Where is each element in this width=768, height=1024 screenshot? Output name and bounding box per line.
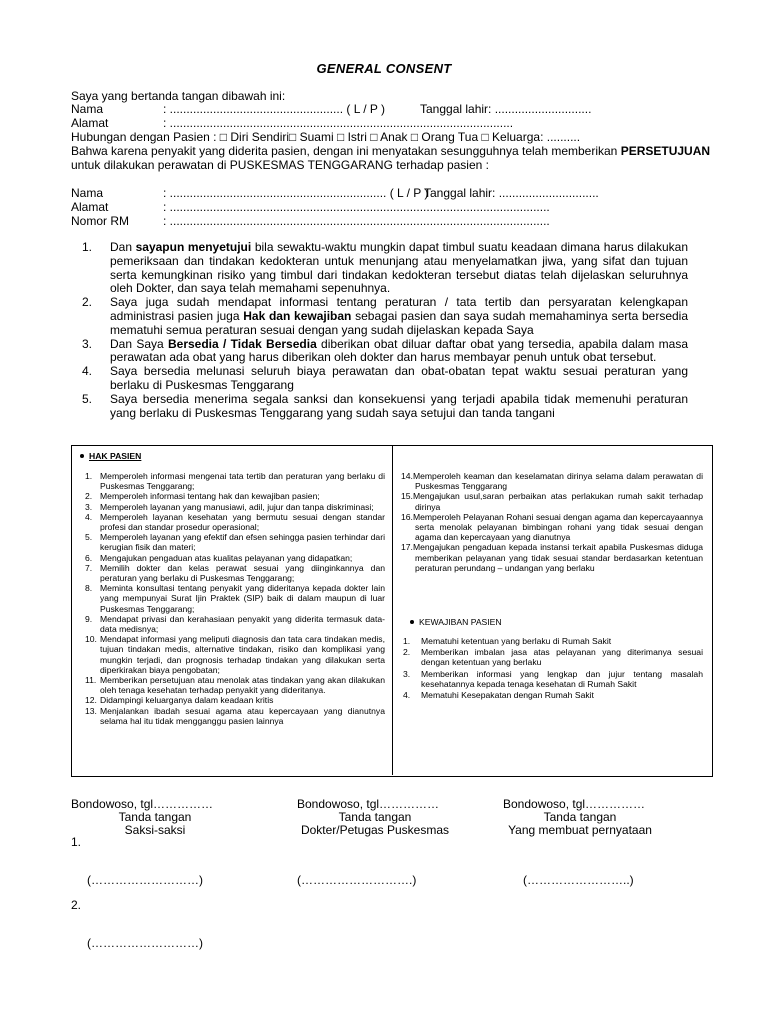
list-item-number: 1. bbox=[403, 636, 411, 646]
list-item bbox=[403, 647, 703, 667]
statement-number: 2. bbox=[82, 295, 93, 310]
sig1-place-date[interactable]: Bondowoso, tgl…………… bbox=[71, 797, 214, 811]
hak-pasien-list-right bbox=[401, 471, 703, 573]
sig2-label2: Dokter/Petugas Puskesmas bbox=[300, 823, 450, 837]
statement-item bbox=[82, 393, 688, 421]
list-item-number: 12. bbox=[85, 695, 97, 706]
statement-item bbox=[82, 338, 688, 366]
list-item-text: Mematuhi Kesepakatan dengan Rumah Sakit bbox=[421, 690, 594, 701]
sig3-place-date[interactable]: Bondowoso, tgl…………… bbox=[503, 797, 646, 811]
kewajiban-pasien-heading bbox=[410, 617, 502, 627]
kewajiban-pasien-list bbox=[403, 636, 703, 701]
statement-text-post: sebagai pasien dan saya sudah memahaminya serta bersedia mematuhi semua peraturan sesuai dengan yang sudah dijelaskan kepada Saya bbox=[110, 308, 689, 337]
statement-number: 1. bbox=[82, 240, 93, 254]
sig3-label1: Tanda tangan bbox=[543, 810, 617, 824]
list-item-number: 1. bbox=[85, 471, 93, 481]
list-item-number: 10. bbox=[85, 634, 97, 645]
list-item bbox=[85, 532, 385, 552]
statement-bold: sayapun menyetujui bbox=[135, 240, 252, 254]
list-item-text: Menjalankan ibadah sesuai agama atau kepercayaan yang dianutnya selama hal itu tidak mengganggu pasien lainnya bbox=[100, 705, 385, 726]
list-item bbox=[85, 491, 385, 501]
list-item-text: Memperoleh layanan yang manusiawi, adil, jujur dan tanpa diskriminasi; bbox=[100, 501, 374, 512]
list-item-text: Memberikan imbalan jasa atas pelayanan yang diterimanya sesuai dengan ketentuan yang berlaku bbox=[421, 647, 703, 668]
patient-name-label: Nama bbox=[71, 186, 104, 200]
person-name-label: Nama bbox=[71, 102, 104, 116]
list-item-number: 3. bbox=[403, 668, 411, 679]
list-item-text: Memperoleh layanan kesehatan yang bermutu sesuai dengan standar profesi dan standar prosedur operasional; bbox=[100, 511, 385, 533]
consent-statement bbox=[71, 145, 710, 158]
consent-statement-line2: untuk dilakukan perawatan di PUSKESMAS TENGGARANG terhadap pasien : bbox=[71, 158, 489, 172]
statement-number: 5. bbox=[82, 391, 93, 406]
statement-text-post: bila sewaktu-waktu mungkin dapat timbul suatu keadaan dimana harus dilakukan pemeriksaan dan tindakan kedokteran untuk menunjang atau menyelamatkan jiwa, yang sifat dan tujuan serta kemungkinan risiko yang timbul dari tindakan kedokteran tersebut diatas telah dijelaskan seluruhnya oleh Dokter, dan saya telah memahami sepenuhnya. bbox=[110, 240, 688, 296]
list-item-number: 2. bbox=[85, 491, 93, 502]
list-item bbox=[85, 614, 385, 634]
bullet-icon bbox=[80, 454, 84, 458]
list-item-text: Memperoleh Pelayanan Rohani sesuai dengan agama dan kepercayaannya serta menolak pelayanan bimbingan rohani yang tidak sesuai dengan agama dan kepercayaan yang dianutnya bbox=[412, 511, 703, 543]
list-item-text: Didampingi keluarganya dalam keadaan kritis bbox=[100, 695, 274, 706]
person-address-label: Alamat bbox=[71, 116, 109, 130]
list-item-text: Memberikan persetujuan atau menolak atas tindakan yang akan dilakukan oleh tenaga kesehatan terhadap penyakit yang dideritanya. bbox=[100, 675, 385, 696]
list-item-text: Mematuhi ketentuan yang berlaku di Rumah Sakit bbox=[421, 636, 612, 646]
document-title: GENERAL CONSENT bbox=[316, 61, 452, 76]
statement-text: Saya bersedia melunasi seluruh biaya perawatan dan obat-obatan tepat waktu sesuai peraturan yang berlaku di Puskesmas Tenggarang bbox=[110, 364, 688, 392]
sig1-blank1[interactable]: (………………………) bbox=[87, 873, 203, 887]
person-name-field[interactable]: : .................................................... ( L / P ) bbox=[163, 102, 386, 116]
list-item bbox=[85, 634, 385, 675]
list-item-text: Mendapat privasi dan kerahasiaan penyakit yang diderita termasuk data-data medisnya; bbox=[100, 613, 385, 635]
list-item-number: 7. bbox=[85, 562, 93, 573]
sig1-blank2[interactable]: (………………………) bbox=[87, 936, 203, 950]
list-item-number: 2. bbox=[403, 647, 411, 658]
list-item-number: 16. bbox=[401, 511, 413, 522]
list-item bbox=[85, 706, 385, 726]
intro-text: Saya yang bertanda tangan dibawah ini: bbox=[71, 89, 286, 103]
patient-address-field[interactable]: : .................................................................................................................. bbox=[163, 200, 550, 214]
list-item bbox=[403, 669, 703, 689]
list-item-number: 6. bbox=[85, 552, 93, 563]
sig2-label1: Tanda tangan bbox=[338, 810, 412, 824]
sig2-place-date[interactable]: Bondowoso, tgl…………… bbox=[297, 797, 440, 811]
statement-bold: Hak dan kewajiban bbox=[243, 308, 352, 323]
list-item bbox=[403, 636, 703, 646]
list-item-number: 8. bbox=[85, 583, 93, 594]
statement-item bbox=[82, 365, 688, 393]
hak-pasien-list-left bbox=[85, 471, 385, 726]
list-item-text: Memperoleh layanan yang efektif dan efsen sehingga pasien terhindar dari kerugian fisik dan materi; bbox=[100, 532, 385, 553]
list-item bbox=[401, 512, 703, 543]
list-item bbox=[85, 583, 385, 614]
list-item bbox=[85, 502, 385, 512]
relationship-options[interactable]: Hubungan dengan Pasien : □ Diri Sendiri□ Suami □ Istri □ Anak □ Orang Tua □ Keluarga: .......... bbox=[71, 130, 581, 144]
consent-keyword: PERSETUJUAN bbox=[620, 144, 711, 158]
statement-text: Saya juga sudah mendapat informasi tentang peraturan / tata tertib dan persyaratan kelengkapan administrasi pasien juga bbox=[110, 295, 688, 323]
hak-pasien-title: HAK PASIEN bbox=[89, 451, 142, 461]
list-item-text: Mendapat informasi yang meliputi diagnosis dan tata cara tindakan medis, tujuan tindakan medis, alternative tindakan, risiko dan komplikasi yang mungkin terjadi, dan prognosis terhadap tindakan yang dilakukan serta diperkirakan biaya pengobatan; bbox=[100, 634, 385, 675]
sig1-number2: 2. bbox=[71, 898, 82, 912]
statement-bold: Bersedia / Tidak Bersedia bbox=[167, 336, 317, 351]
list-item-text: Meminta konsultasi tentang penyakit yang dideritanya kepada dokter lain yang mempunyai Surat Ijin Praktek (SIP) baik di dalam maupun di luar Puskesmas Tenggarang; bbox=[100, 583, 385, 614]
list-item-text: Memberikan informasi yang lengkap dan jujur tentang masalah kesehatannya kepada tenaga kesehatan di Rumah Sakit bbox=[421, 668, 703, 689]
statement-text: Dan Saya bbox=[110, 336, 168, 351]
list-item bbox=[85, 695, 385, 705]
patient-rm-field[interactable]: : .................................................................................................................. bbox=[163, 214, 550, 228]
list-item-number: 9. bbox=[85, 613, 93, 624]
list-item bbox=[85, 471, 385, 491]
statement-item bbox=[82, 296, 688, 337]
patient-birthdate-field[interactable]: Tanggal lahir: .............................. bbox=[424, 186, 599, 200]
list-item bbox=[401, 542, 703, 573]
statement-list bbox=[82, 241, 688, 420]
list-item-number: 11. bbox=[85, 675, 97, 686]
kewajiban-pasien-title: KEWAJIBAN PASIEN bbox=[419, 617, 502, 627]
statement-item bbox=[82, 241, 688, 296]
sig3-label2: Yang membuat pernyataan bbox=[508, 823, 652, 837]
list-item bbox=[85, 675, 385, 695]
list-item-number: 4. bbox=[403, 690, 411, 701]
bullet-icon bbox=[410, 620, 414, 624]
list-item-text: Memperoleh keaman dan keselamatan dirinya selama dalam perawatan di Puskesmas Tenggarang bbox=[412, 471, 703, 492]
statement-number: 3. bbox=[82, 336, 93, 351]
sig1-number1: 1. bbox=[71, 835, 82, 849]
patient-address-label: Alamat bbox=[71, 200, 109, 214]
list-item-number: 4. bbox=[85, 511, 93, 522]
consent-statement-text: Bahwa karena penyakit yang diderita pasien, dengan ini menyatakan sesungguhnya telah memberikan bbox=[71, 144, 621, 158]
statement-text-post: diberikan obat diluar daftar obat yang tersedia, apabila dalam masa perawatan ada obat yang harus diberikan oleh dokter dan harus membayar penuh untuk obat tersebut. bbox=[110, 336, 688, 365]
person-birthdate-field[interactable]: Tanggal lahir: ............................. bbox=[420, 102, 592, 116]
statement-text: Saya bersedia menerima segala sanksi dan konsekuensi yang terjadi apabila tidak memenuhi peraturan yang berlaku di Puskesmas Tenggarang yang sudah saya setujui dan tanda tangani bbox=[110, 391, 688, 420]
list-item-number: 15. bbox=[401, 491, 413, 502]
list-item-text: Memperoleh informasi mengenai tata tertib dan peraturan yang berlaku di Puskesmas Tenggarang; bbox=[100, 471, 385, 492]
sig1-label1: Tanda tangan bbox=[118, 810, 192, 824]
sig3-blank[interactable]: (……………………..) bbox=[523, 873, 634, 887]
list-item-number: 3. bbox=[85, 501, 93, 512]
list-item bbox=[401, 491, 703, 511]
patient-rm-label: Nomor RM bbox=[71, 214, 130, 228]
list-item bbox=[401, 471, 703, 491]
sig2-blank[interactable]: (……………………….) bbox=[297, 873, 417, 887]
list-item-text: Memperoleh informasi tentang hak dan kewajiban pasien; bbox=[100, 491, 320, 502]
statement-text: Dan bbox=[110, 240, 136, 254]
sig1-label2: Saksi-saksi bbox=[124, 823, 186, 837]
list-item-number: 13. bbox=[85, 705, 97, 716]
list-item-text: Mengajukan pengaduan atas kualitas pelayanan yang didapatkan; bbox=[100, 552, 353, 563]
list-item bbox=[403, 690, 703, 700]
list-item bbox=[85, 512, 385, 532]
patient-name-field[interactable]: : ................................................................. ( L / P ) bbox=[163, 186, 429, 200]
person-address-field[interactable]: : ....................................................................................................... bbox=[163, 116, 514, 130]
hak-pasien-heading bbox=[80, 451, 141, 461]
list-item-text: Mengajukan pengaduan kepada instansi terkait apabila Puskesmas diduga memberikan pelayanan yang tidak sesuai standar berdasarkan ketentuan peraturan perundang – undangan yang berlaku bbox=[412, 542, 703, 573]
list-item-text: Memilih dokter dan kelas perawat sesuai yang diinginkannya dan peraturan yang berlaku di Puskesmas Tenggarang; bbox=[100, 562, 385, 584]
list-item-number: 14. bbox=[401, 471, 413, 481]
box-divider bbox=[392, 445, 393, 775]
list-item bbox=[85, 553, 385, 563]
statement-number: 4. bbox=[82, 364, 93, 379]
list-item-number: 17. bbox=[401, 542, 413, 553]
list-item-text: Mengajukan usul,saran perbaikan atas perlakukan rumah sakit terhadap dirinya bbox=[412, 491, 703, 512]
list-item bbox=[85, 563, 385, 583]
list-item-number: 5. bbox=[85, 532, 93, 543]
